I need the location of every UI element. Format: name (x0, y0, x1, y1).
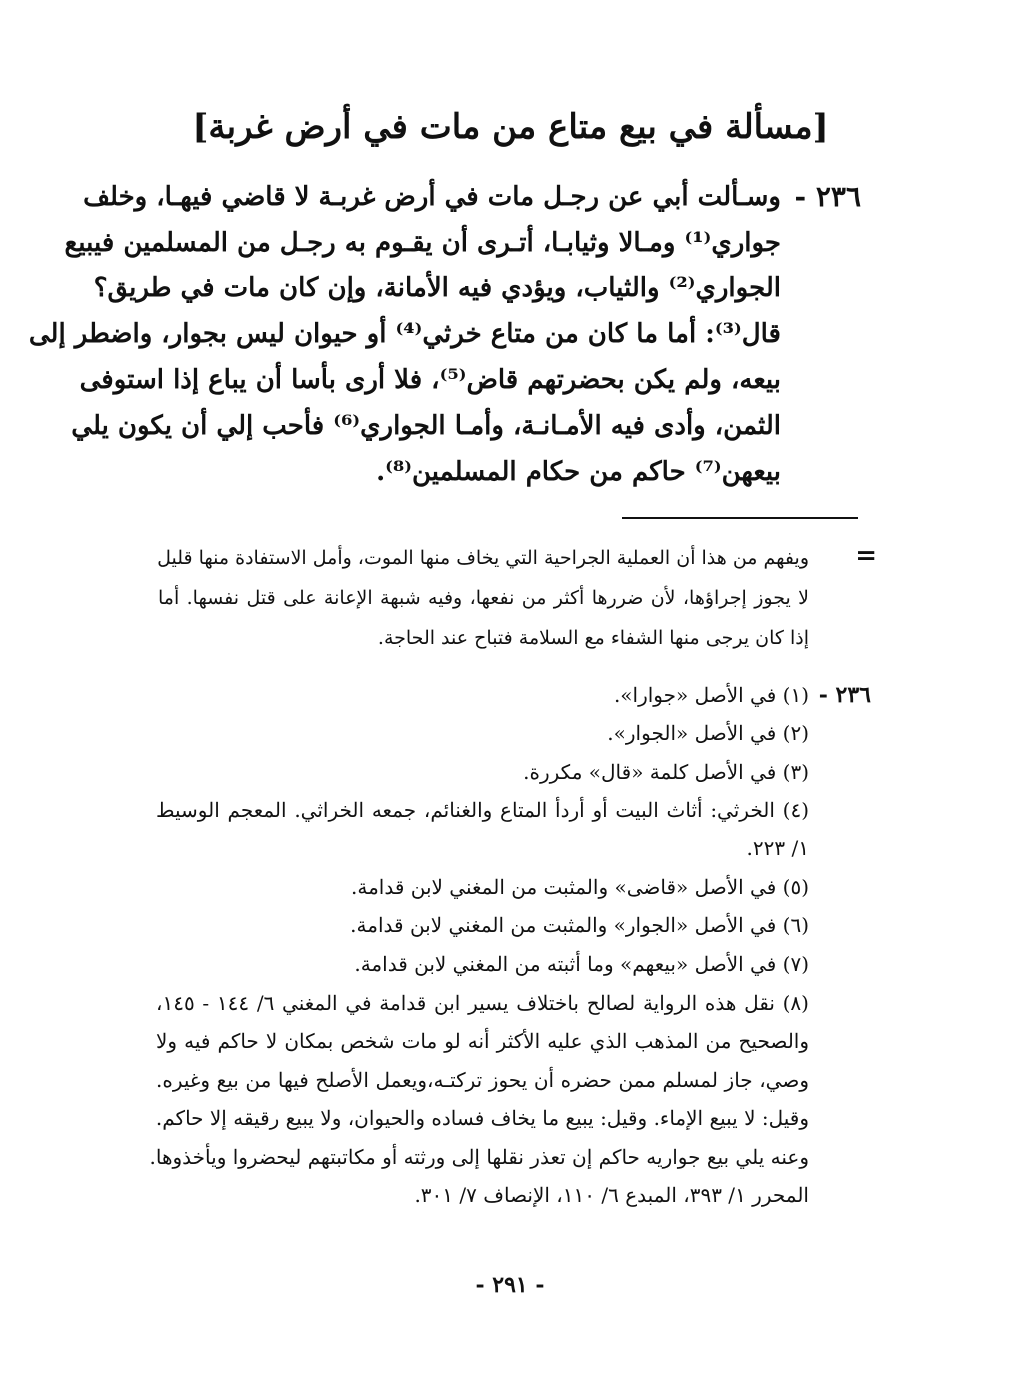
entry-number: ٢٣٦ - (794, 180, 861, 213)
footnote-line: المحرر ١/ ٣٩٣، المبدع ٦/ ١١٠، الإنصاف ٧/ ٣٠١. (414, 1183, 809, 1207)
footnote-line: (٤) الخرثي: أثاث البيت أو أردأ المتاع والغنائم، جمعه الخراثي. المعجم الوسيط (156, 798, 809, 822)
footnote-line: (١) في الأصل «جوارا». (613, 683, 809, 707)
page-title: [مسألة في بيع متاع من مات في أرض غربة] (192, 107, 829, 147)
footnote-line: وصي، جاز لمسلم ممن حضره أن يحوز تركتـه،ويعمل الأصلح فيها من بيع وغيره. (156, 1068, 809, 1092)
footnote-line: والصحيح من المذهب الذي عليه الأكثر أنه لو مات شخص بمكان لا حاكم فيه ولا (156, 1029, 809, 1053)
footnote-line: ١/ ٢٢٣. (746, 836, 809, 860)
entry-line: قال⁽³⁾: أما ما كان من متاع خرثي⁽⁴⁾ أو حيوان ليس بجوار، واضطر إلى (28, 319, 781, 349)
footnote-line: (٧) في الأصل «بيعهم» وما أثبته من المغني لابن قدامة. (354, 952, 809, 976)
entry-line: جواري⁽¹⁾ ومـالا وثيابـا، أتـرى أن يقـوم به رجـل من المسلمين فيبيع (64, 228, 781, 258)
footnote-continuation-line: ويفهم من هذا أن العملية الجراحية التي يخاف منها الموت، وأمل الاستفادة منها قليل (157, 547, 809, 569)
entry-line: وسـألت أبي عن رجـل مات في أرض غربـة لا قاضي فيهـا، وخلف (83, 182, 781, 212)
footnote-line: (٥) في الأصل «قاضى» والمثبت من المغني لابن قدامة. (350, 875, 809, 899)
footnote-line: (٣) في الأصل كلمة «قال» مكررة. (523, 760, 809, 784)
entry-line: بيعهن⁽⁷⁾ حاكم من حكام المسلمين⁽⁸⁾. (376, 457, 781, 487)
footnote-continuation-line: إذا كان يرجى منها الشفاء مع السلامة فتباح عند الحاجة. (377, 627, 809, 649)
footnote-separator (622, 517, 858, 519)
footnote-line: (٨) نقل هذه الرواية لصالح باختلاف يسير ابن قدامة في المغني ٦/ ١٤٤ - ١٤٥، (156, 991, 809, 1015)
continuation-mark: = (855, 541, 877, 571)
footnote-line: وقيل: لا يبيع الإماء. وقيل: يبيع ما يخاف فساده والحيوان، ولا يبيع رقيقه إلا حاكم. (155, 1106, 809, 1130)
page-number: - ٢٩١ - (475, 1272, 545, 1298)
entry-line: الجواري⁽²⁾ والثياب، ويؤدي فيه الأمانة، وإن كان مات في طريق؟ (93, 273, 781, 303)
footnote-line: وعنه يلي بيع جواريه حاكم إن تعذر نقلها إلى ورثته أو مكاتبتهم ليحضروا ويأخذوها. (149, 1145, 809, 1169)
footnote-line: (٦) في الأصل «الجوار» والمثبت من المغني لابن قدامة. (350, 913, 809, 937)
entry-line: الثمن، وأدى فيه الأمـانـة، وأمـا الجواري⁽⁶⁾ فأحب إلي أن يكون يلي (71, 411, 781, 441)
footnote-continuation-line: لا يجوز إجراؤها، لأن ضررها أكثر من نفعها، وفيه شبهة الإعانة على قتل نفسها. أما (158, 587, 809, 609)
footnote-group-number: ٢٣٦ - (818, 682, 871, 708)
entry-line: بيعه، ولم يكن بحضرتهم قاض⁽⁵⁾، فلا أرى بأسا أن يباع إذا استوفى (79, 365, 781, 395)
footnote-line: (٢) في الأصل «الجوار». (607, 721, 809, 745)
